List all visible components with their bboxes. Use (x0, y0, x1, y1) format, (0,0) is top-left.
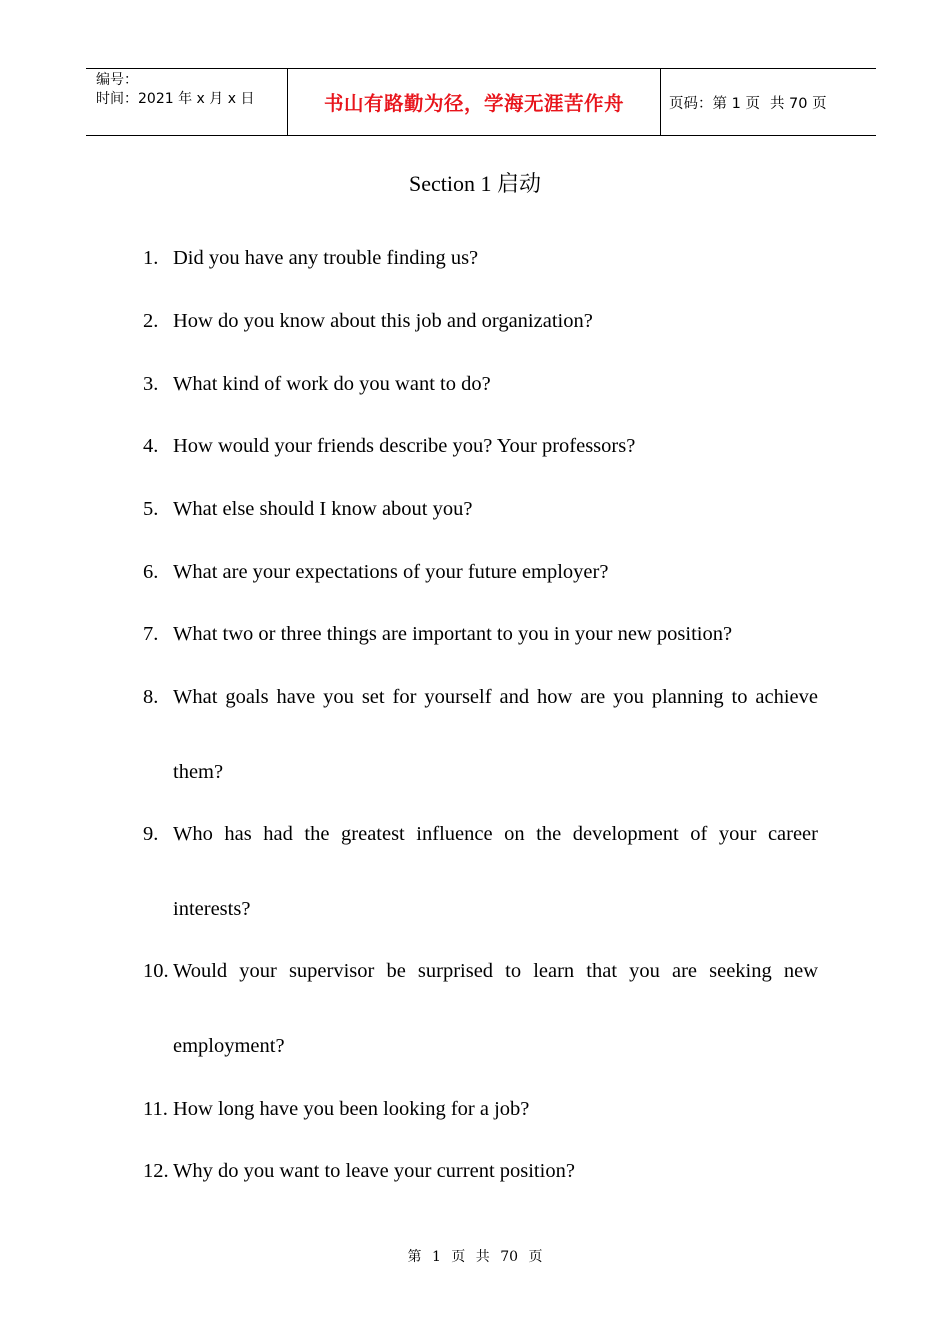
header-page-info (661, 69, 876, 135)
question-text: How would your friends describe you? Your professors? (173, 435, 636, 457)
question-number: 7. (143, 623, 159, 645)
question-item (143, 621, 818, 647)
page-footer: 第 1 页 共 70 页 (407, 1249, 543, 1265)
header-motto-cell (288, 69, 661, 135)
header-meta (86, 69, 288, 135)
question-item (143, 684, 818, 810)
question-item (143, 1096, 818, 1122)
document-header (86, 68, 876, 136)
question-number: 5. (143, 498, 159, 520)
question-number: 9. (143, 823, 159, 845)
question-item (143, 371, 818, 397)
question-text: What goals have you set for yourself and how are you planning to achieve them? (173, 686, 818, 783)
page-number: 页码：第 1 页 (669, 95, 760, 112)
question-text: How long have you been looking for a job? (173, 1098, 530, 1120)
motto-text: 书山有路勤为径，学海无涯苦作舟 (323, 92, 624, 115)
section-title: Section 1 启动 (409, 171, 541, 196)
question-number: 3. (143, 373, 159, 395)
document-date: 时间：2021 年 x 月 x 日 (96, 91, 255, 107)
question-number: 4. (143, 435, 159, 457)
question-number: 6. (143, 561, 159, 583)
question-number: 12. (143, 1160, 169, 1182)
question-text: Who has had the greatest influence on the development of your career interests? (173, 823, 818, 920)
question-number: 1. (143, 247, 159, 269)
question-text: What kind of work do you want to do? (173, 373, 491, 395)
question-number: 2. (143, 310, 159, 332)
question-item (143, 245, 818, 271)
question-text: How do you know about this job and organization? (173, 310, 593, 332)
question-text: Why do you want to leave your current position? (173, 1160, 575, 1182)
question-item (143, 958, 818, 1084)
question-number: 11. (143, 1098, 168, 1120)
document-number-label: 编号： (96, 72, 138, 88)
question-text: What are your expectations of your future employer? (173, 561, 609, 583)
question-number: 10. (143, 960, 169, 982)
question-number: 8. (143, 686, 159, 708)
question-item (143, 308, 818, 334)
question-item (143, 559, 818, 585)
question-item (143, 433, 818, 459)
question-text: What two or three things are important to you in your new position? (173, 623, 733, 645)
question-text: Did you have any trouble finding us? (173, 247, 479, 269)
question-item (143, 496, 818, 522)
question-item (143, 821, 818, 947)
page-total: 共 70 页 (769, 95, 827, 112)
question-text: What else should I know about you? (173, 498, 473, 520)
question-text: Would your supervisor be surprised to learn that you are seeking new employment? (173, 960, 818, 1057)
question-item (143, 1158, 818, 1184)
